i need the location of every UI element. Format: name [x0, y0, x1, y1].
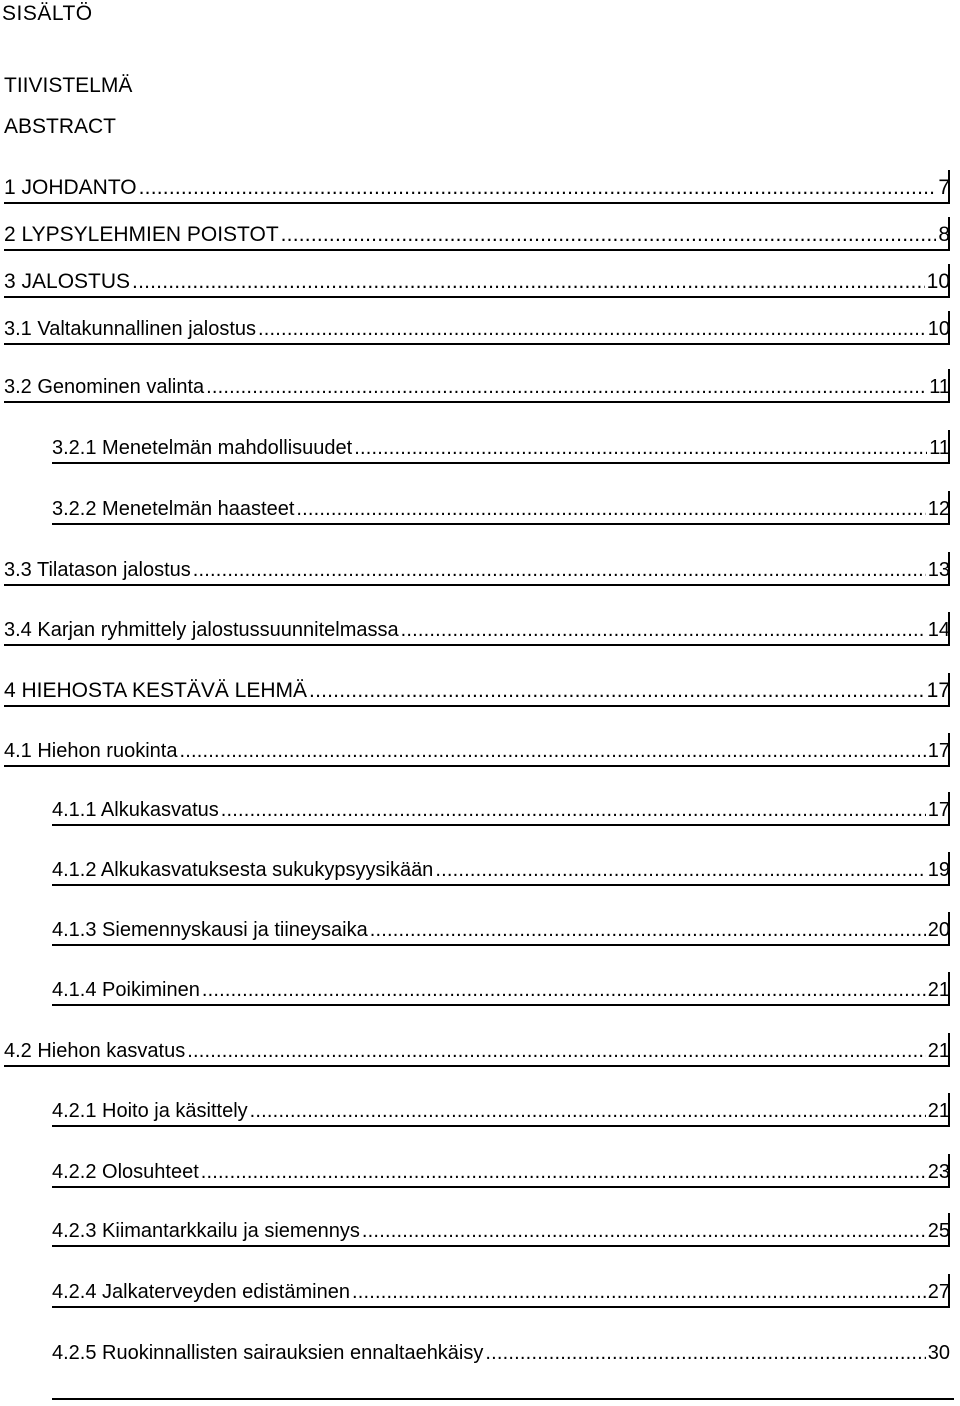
toc-entry-label: 4.2 Hiehon kasvatus — [4, 1040, 186, 1062]
toc-leader-dots — [296, 497, 925, 525]
toc-entry-border — [948, 1213, 950, 1247]
toc-entry-page: 13 — [927, 559, 950, 581]
toc-entry[interactable] — [52, 1274, 950, 1308]
toc-entry-border — [948, 170, 950, 204]
toc-entry[interactable] — [52, 1213, 950, 1247]
toc-entry-underline — [4, 765, 950, 767]
toc-entry-page: 11 — [929, 376, 950, 398]
toc-entry-label: 3.3 Tilatason jalostus — [4, 559, 191, 581]
toc-entry-underline — [52, 824, 950, 826]
toc-leader-dots — [485, 1341, 925, 1369]
toc-entry-label: 4.2.1 Hoito ja käsittely — [52, 1100, 248, 1122]
toc-leader-dots — [187, 1039, 926, 1067]
toc-entry-page: 30 — [927, 1342, 950, 1364]
toc-entry-label: 3.1 Valtakunnallinen jalostus — [4, 318, 257, 340]
toc-entry-underline — [52, 1306, 950, 1308]
toc-entry-border — [948, 552, 950, 586]
toc-entry-page: 20 — [927, 919, 950, 941]
toc-entry[interactable] — [52, 792, 950, 826]
toc-entry-label: 3.2.2 Menetelmän haasteet — [52, 498, 295, 520]
toc-entry-label: 4.1 Hiehon ruokinta — [4, 740, 178, 762]
toc-entry-underline — [4, 343, 950, 345]
toc-entry-label: 3.2 Genominen valinta — [4, 376, 205, 398]
toc-entry-border — [948, 1154, 950, 1188]
toc-entry-underline — [52, 944, 950, 946]
toc-entry-page: 14 — [927, 619, 950, 641]
toc-entry-border — [948, 491, 950, 525]
toc-entry-underline — [4, 644, 950, 646]
toc-leader-dots — [354, 436, 927, 464]
toc-entry-border — [948, 1274, 950, 1308]
front-matter-tiivistelma[interactable]: TIIVISTELMÄ — [4, 74, 133, 97]
toc-entry[interactable] — [4, 170, 950, 204]
toc-leader-dots — [179, 739, 925, 767]
toc-entry-underline — [52, 523, 950, 525]
toc-entry-label: 2 LYPSYLEHMIEN POISTOT — [4, 223, 279, 246]
toc-entry-label: 1 JOHDANTO — [4, 176, 137, 199]
toc-leader-dots — [435, 858, 925, 886]
toc-entry-underline — [52, 884, 950, 886]
toc-entry-underline — [52, 462, 950, 464]
toc-entry[interactable] — [52, 1093, 950, 1127]
toc-leader-dots — [250, 1099, 926, 1127]
toc-entry-border — [948, 1033, 950, 1067]
toc-entry-border — [948, 369, 950, 403]
toc-entry-border — [948, 612, 950, 646]
toc-entry-border — [948, 852, 950, 886]
toc-entry-border — [948, 311, 950, 345]
toc-entry[interactable] — [52, 491, 950, 525]
toc-entry-underline — [52, 1245, 950, 1247]
toc-entry-page: 17 — [927, 799, 950, 821]
toc-entry-underline — [4, 296, 950, 298]
toc-entry[interactable] — [4, 733, 950, 767]
toc-entry-underline — [52, 1125, 950, 1127]
toc-entry-page: 19 — [927, 859, 950, 881]
toc-entry[interactable] — [4, 673, 950, 707]
toc-entry-underline — [4, 401, 950, 403]
toc-leader-dots — [132, 270, 925, 298]
toc-entry[interactable] — [4, 369, 950, 403]
toc-entry-border — [948, 792, 950, 826]
toc-leader-dots — [139, 176, 937, 204]
bottom-rule — [52, 1398, 954, 1400]
toc-entry-underline — [52, 1186, 950, 1188]
toc-entry-label: 4.2.3 Kiimantarkkailu ja siemennys — [52, 1220, 360, 1242]
toc-leader-dots — [206, 375, 927, 403]
toc-entry-label: 3.4 Karjan ryhmittely jalostussuunnitelmassa — [4, 619, 399, 641]
toc-entry-page: 17 — [927, 740, 950, 762]
toc-entry[interactable] — [4, 264, 950, 298]
toc-entry-page: 10 — [927, 318, 950, 340]
toc-entry-label: 4.1.3 Siemennyskausi ja tiineysaika — [52, 919, 368, 941]
toc-entry-page: 23 — [927, 1161, 950, 1183]
toc-entry-border — [948, 912, 950, 946]
toc-leader-dots — [362, 1219, 926, 1247]
toc-entry[interactable] — [4, 612, 950, 646]
page-title: SISÄLTÖ — [2, 2, 93, 25]
toc-entry-border — [948, 972, 950, 1006]
toc-entry-label: 4.2.4 Jalkaterveyden edistäminen — [52, 1281, 350, 1303]
toc-entry-border — [948, 264, 950, 298]
toc-entry-page: 27 — [927, 1281, 950, 1303]
toc-entry-underline — [4, 249, 950, 251]
toc-entry[interactable] — [4, 311, 950, 345]
toc-entry-border — [948, 217, 950, 251]
toc-entry-label: 4.1.4 Poikiminen — [52, 979, 200, 1001]
toc-entry-label: 4.2.5 Ruokinnallisten sairauksien ennaltaehkäisy — [52, 1342, 484, 1364]
toc-entry[interactable] — [4, 552, 950, 586]
toc-entry-page: 21 — [927, 979, 950, 1001]
toc-entry-label: 3 JALOSTUS — [4, 270, 131, 293]
toc-entry[interactable] — [4, 1033, 950, 1067]
toc-entry-page: 10 — [926, 270, 950, 293]
toc-entry-label: 4 HIEHOSTA KESTÄVÄ LEHMÄ — [4, 679, 308, 702]
toc-leader-dots — [202, 978, 926, 1006]
toc-entry[interactable] — [52, 972, 950, 1006]
toc-entry-page: 11 — [929, 437, 950, 459]
toc-entry-page: 21 — [927, 1100, 950, 1122]
toc-entry-page: 7 — [938, 176, 950, 199]
toc-entry-underline — [52, 1004, 950, 1006]
toc-entry-label: 4.1.2 Alkukasvatuksesta sukukypsyysikään — [52, 859, 434, 881]
toc-entry-label: 4.1.1 Alkukasvatus — [52, 799, 219, 821]
toc-entry[interactable] — [52, 912, 950, 946]
toc-entry[interactable] — [52, 430, 950, 464]
toc-entry-page: 21 — [927, 1040, 950, 1062]
toc-entry-page: 12 — [927, 498, 950, 520]
toc-entry-border — [948, 1093, 950, 1127]
toc-leader-dots — [221, 798, 926, 826]
toc-entry-label: 3.2.1 Menetelmän mahdollisuudet — [52, 437, 353, 459]
toc-leader-dots — [193, 558, 926, 586]
toc-leader-dots — [309, 679, 925, 707]
toc-entry-underline — [4, 202, 950, 204]
toc-leader-dots — [370, 918, 926, 946]
toc-entry-underline — [4, 705, 950, 707]
toc-leader-dots — [258, 317, 926, 345]
toc-entry[interactable] — [52, 1154, 950, 1188]
toc-entry-page: 8 — [938, 223, 950, 246]
toc-entry-border — [948, 673, 950, 707]
toc-entry-border — [948, 733, 950, 767]
toc-entry-border — [948, 430, 950, 464]
toc-leader-dots — [281, 223, 937, 251]
toc-leader-dots — [352, 1280, 926, 1308]
toc-entry-underline — [4, 1065, 950, 1067]
toc-entry[interactable] — [4, 217, 950, 251]
toc-entry-underline — [4, 584, 950, 586]
front-matter-abstract[interactable]: ABSTRACT — [4, 115, 117, 138]
toc-entry[interactable] — [52, 852, 950, 886]
toc-leader-dots — [401, 618, 926, 646]
toc-entry[interactable] — [52, 1335, 950, 1369]
toc-entry-page: 17 — [926, 679, 950, 702]
toc-entry-page: 25 — [927, 1220, 950, 1242]
toc-entry-label: 4.2.2 Olosuhteet — [52, 1161, 199, 1183]
toc-leader-dots — [201, 1160, 926, 1188]
